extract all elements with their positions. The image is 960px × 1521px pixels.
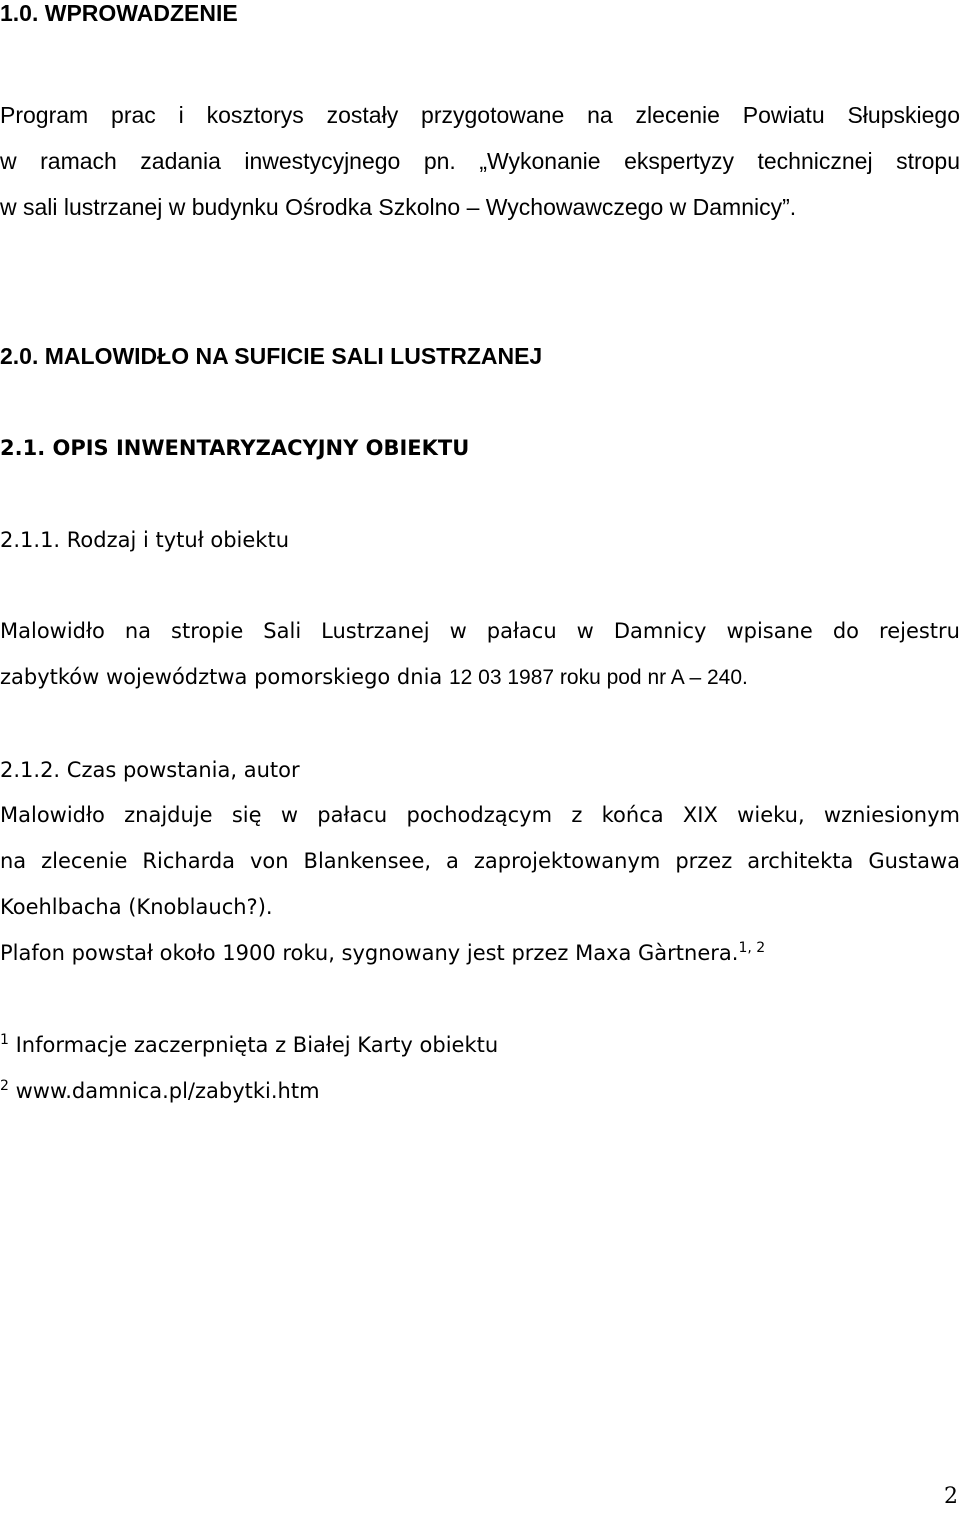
plafon-line — [0, 940, 765, 966]
page-number: 2 — [944, 1484, 958, 1509]
footnote-1-text: Informacje zaczerpnięta z Białej Karty obiektu — [8, 1033, 499, 1057]
plafon-footnote-ref: 1, 2 — [738, 940, 766, 956]
intro-paragraph — [0, 92, 960, 230]
footnote-1-mark: 1 — [0, 1032, 9, 1048]
sub212-paragraph — [0, 792, 960, 930]
sub211-line-1: Malowidło na stropie Sali Lustrzanej w pałacu w Damnicy wpisane do rejestru — [0, 619, 960, 643]
sub211-line-2 — [0, 654, 960, 701]
footnote-2-mark: 2 — [0, 1078, 9, 1094]
sub211-paragraph — [0, 608, 960, 701]
section21-heading: 2.1. OPIS INWENTARYZACYJNY OBIEKTU — [0, 436, 470, 460]
sub212-heading: 2.1.2. Czas powstania, autor — [0, 758, 300, 782]
sub212-line-1: Malowidło znajduje się w pałacu pochodzącym z końca XIX wieku, wzniesionym — [0, 803, 960, 827]
intro-line-3: w sali lustrzanej w budynku Ośrodka Szkolno – Wychowawczego w Damnicy”. — [0, 194, 797, 220]
sub211-heading: 2.1.1. Rodzaj i tytuł obiektu — [0, 528, 290, 552]
intro-line-2: w ramach zadania inwestycyjnego pn. „Wykonanie ekspertyzy technicznej stropu — [0, 148, 960, 174]
footnote-1 — [0, 1032, 498, 1058]
sub211-line-2a: zabytków województwa pomorskiego dnia — [0, 665, 449, 689]
section2-heading: 2.0. MALOWIDŁO NA SUFICIE SALI LUSTRZANEJ — [0, 343, 543, 369]
footnote-2 — [0, 1078, 320, 1104]
intro-line-1: Program prac i kosztorys zostały przygotowane na zlecenie Powiatu Słupskiego — [0, 102, 960, 128]
intro-heading: 1.0. WPROWADZENIE — [0, 0, 238, 26]
footnote-2-text: www.damnica.pl/zabytki.htm — [8, 1079, 320, 1103]
sub212-line-2: na zlecenie Richarda von Blankensee, a zaprojektowanym przez architekta Gustawa — [0, 849, 960, 873]
plafon-text: Plafon powstał około 1900 roku, sygnowany jest przez Maxa Gàrtnera. — [0, 941, 739, 965]
sub212-line-3: Koehlbacha (Knoblauch?). — [0, 895, 273, 919]
sub211-line-2b: 12 03 1987 roku pod nr A – 240. — [448, 666, 748, 689]
